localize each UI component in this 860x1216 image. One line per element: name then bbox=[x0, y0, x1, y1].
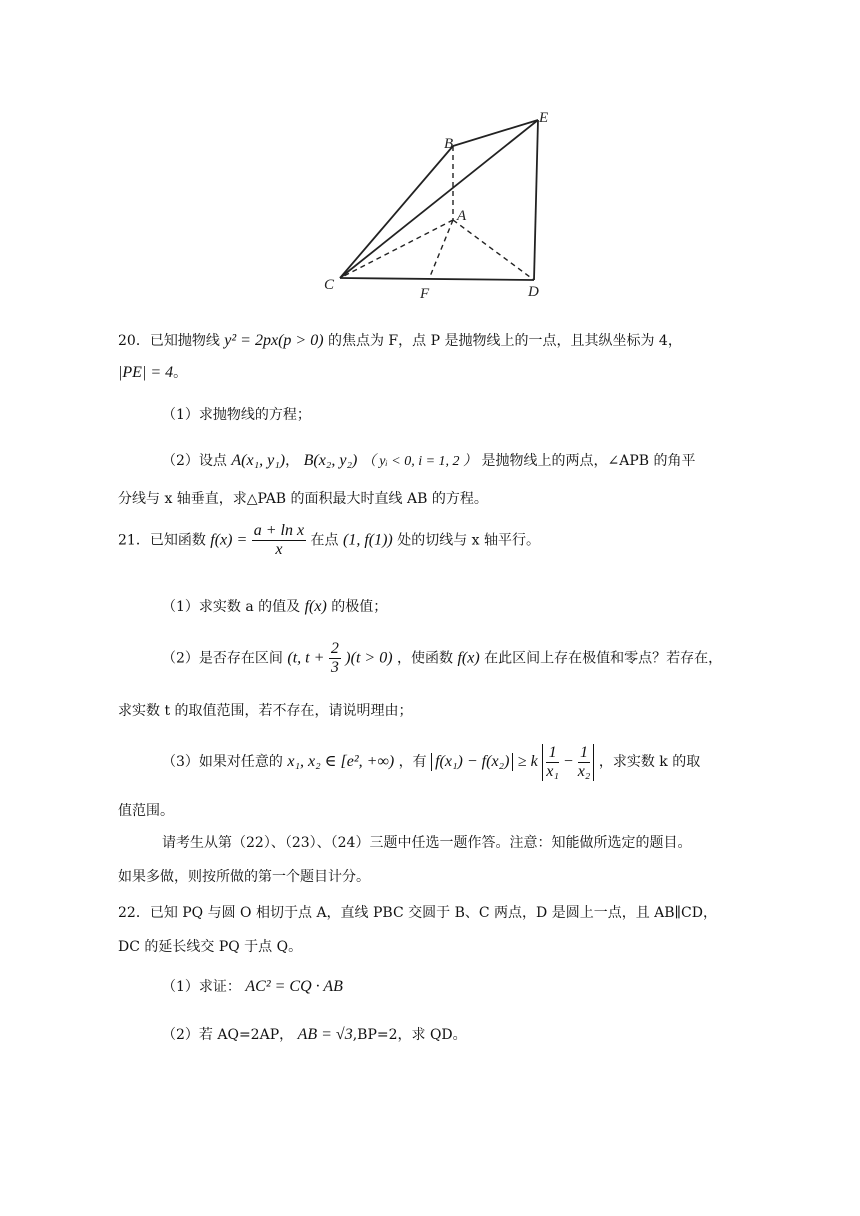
fraction-denominator: x bbox=[275, 541, 283, 558]
label-e: E bbox=[539, 110, 549, 126]
fx-2: f(x) bbox=[457, 649, 480, 667]
q20-intro: 已知抛物线 bbox=[149, 333, 220, 349]
q21-p1-text2: 的极值； bbox=[331, 599, 388, 615]
instruction-line1: 请考生从第（22）、（23）、（24）三题中任选一题作答。注意：知能做所选定的题目。 bbox=[162, 835, 692, 851]
frac-1-num: 1 bbox=[546, 744, 559, 763]
pe-equation: |PE| = 4 bbox=[118, 364, 174, 381]
parabola-equation: y² = 2px(p > 0) bbox=[224, 332, 324, 349]
q20-part2-line1 bbox=[162, 450, 695, 470]
q20-intro-cont: 的焦点为 F，点 P 是抛物线上的一点，且其纵坐标为 4， bbox=[327, 333, 682, 349]
q21-p3-text2: ，有 bbox=[398, 754, 427, 771]
q20-p2-text: （2）设点 bbox=[162, 453, 227, 469]
point-b: B(x₂, y₂) bbox=[303, 452, 358, 469]
q21-part2-line2: 求实数 t 的取值范围，若不存在，请说明理由； bbox=[118, 703, 413, 719]
q22-part2 bbox=[162, 1024, 467, 1044]
q21-number: 21．已知函数 bbox=[118, 532, 206, 549]
label-f: F bbox=[420, 286, 430, 302]
tangent-point: (1, f(1)) bbox=[342, 531, 393, 549]
frac-1 bbox=[546, 744, 559, 781]
function-lhs: f(x) = bbox=[210, 531, 248, 549]
interval-end: )(t > 0) bbox=[345, 649, 393, 667]
q20-p2-text2: 是抛物线上的两点，∠APB 的角平 bbox=[481, 453, 696, 469]
q21-p2-text: （2）是否存在区间 bbox=[162, 650, 283, 667]
q21-part2-line1 bbox=[162, 640, 722, 677]
frac-2 bbox=[578, 744, 591, 781]
q21-text: 在点 bbox=[310, 532, 339, 549]
domain-condition: x₁, x₂ ∈ [e², +∞) bbox=[287, 753, 395, 771]
q21-part3-line2: 值范围。 bbox=[118, 803, 174, 819]
interval-frac-num: 2 bbox=[330, 640, 339, 657]
q22-p1-text: （1）求证： bbox=[162, 979, 241, 995]
function-fraction bbox=[252, 522, 306, 559]
edge-ac bbox=[340, 220, 453, 278]
abs-reciprocal-difference bbox=[542, 744, 594, 781]
interval-start: (t, t + bbox=[287, 649, 325, 667]
frac-2-den: x₂ bbox=[577, 763, 591, 780]
edge-cb bbox=[340, 146, 453, 278]
edge-cd bbox=[340, 278, 534, 280]
q20-line1 bbox=[118, 330, 682, 350]
abs-difference: f(x₁) − f(x₂) bbox=[431, 753, 513, 771]
q21-p2-text2: ，使函数 bbox=[396, 650, 453, 667]
interval-frac-den: 3 bbox=[330, 659, 339, 676]
proof-equation: AC² = CQ · AB bbox=[245, 978, 343, 995]
frac-1-den: x₁ bbox=[546, 763, 559, 780]
minus-sign: − bbox=[562, 753, 574, 771]
condition: （ yᵢ < 0, i = 1, 2 ） bbox=[361, 454, 478, 469]
edge-ad bbox=[453, 220, 534, 280]
q21-p3-text: （3）如果对任意的 bbox=[162, 754, 283, 771]
fx: f(x) bbox=[304, 598, 327, 615]
edge-ed bbox=[534, 120, 538, 280]
q21-part1 bbox=[162, 596, 387, 616]
label-c: C bbox=[324, 277, 335, 293]
q20-period: 。 bbox=[173, 365, 188, 381]
q20-part1: （1）求抛物线的方程； bbox=[162, 407, 311, 423]
q21-part3-line1 bbox=[162, 744, 700, 781]
label-d: D bbox=[528, 284, 539, 300]
q22-p2-text: （2）若 AQ=2AP， bbox=[162, 1027, 294, 1043]
point-a: A(x₁, y₁) bbox=[231, 452, 286, 469]
q22-p2-text2: ,BP=2，求 QD。 bbox=[352, 1027, 467, 1043]
q22-line2: DC 的延长线交 PQ 于点 Q。 bbox=[118, 939, 303, 955]
fraction-numerator: a + ln x bbox=[253, 522, 305, 539]
q21-text2: 处的切线与 x 轴平行。 bbox=[397, 532, 540, 549]
q22-line1: 22．已知 PQ 与圆 O 相切于点 A，直线 PBC 交圆于 B、C 两点，D 是圆上一点，且 AB∥CD， bbox=[118, 905, 717, 921]
q21-p2-text3: 在此区间上存在极值和零点？若存在， bbox=[484, 650, 723, 667]
ab-equation: AB = √3 bbox=[297, 1026, 353, 1043]
instruction-line2: 如果多做，则按所做的第一个题目计分。 bbox=[118, 869, 370, 885]
edge-be bbox=[453, 120, 538, 146]
q20-number: 20． bbox=[118, 333, 150, 349]
label-a: A bbox=[457, 208, 467, 224]
q21-line1 bbox=[118, 522, 540, 559]
q20-line2 bbox=[118, 362, 187, 382]
interval-fraction bbox=[329, 640, 341, 677]
k-coefficient: ≥ k bbox=[517, 753, 538, 771]
q21-p1-text: （1）求实数 a 的值及 bbox=[162, 599, 301, 615]
q20-part2-line2: 分线与 x 轴垂直，求△PAB 的面积最大时直线 AB 的方程。 bbox=[118, 491, 488, 507]
geometry-figure bbox=[318, 108, 558, 304]
label-b: B bbox=[444, 136, 454, 152]
frac-2-num: 1 bbox=[578, 744, 591, 763]
edge-af bbox=[429, 220, 453, 279]
q21-p3-text3: ，求实数 k 的取 bbox=[598, 754, 701, 771]
q22-part1 bbox=[162, 976, 343, 996]
separator: ， bbox=[285, 453, 300, 469]
